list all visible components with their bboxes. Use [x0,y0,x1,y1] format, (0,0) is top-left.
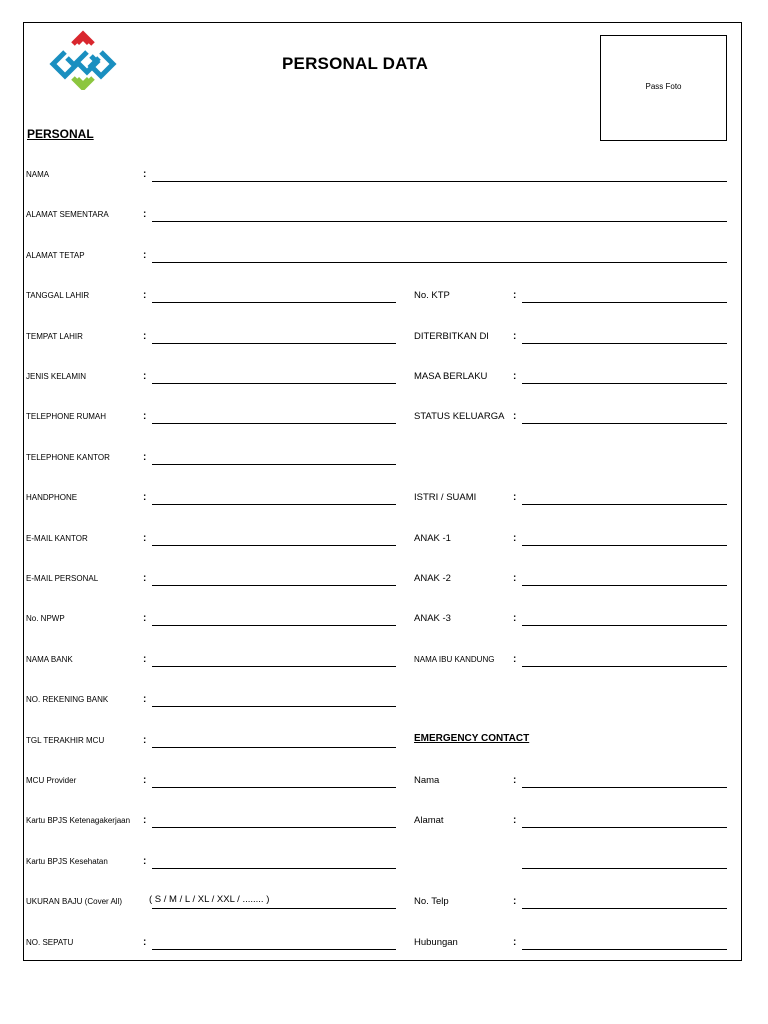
field-label: No. Telp [414,896,449,908]
field-input-line[interactable] [152,625,396,626]
field-label: DITERBITKAN DI [414,330,489,342]
field-colon: : [143,815,147,827]
field-label: JENIS KELAMIN [26,372,87,381]
field-label: TELEPHONE RUMAH [26,412,107,422]
field-input-line[interactable] [522,545,727,546]
field-value: ( S / M / L / XL / XXL / ........ ) [149,894,270,906]
field-label: ISTRI / SUAMI [414,492,477,504]
field-colon: : [143,734,147,746]
field-colon: : [143,855,147,867]
field-input-line[interactable] [152,423,396,424]
field-input-line[interactable] [522,585,727,586]
field-input-line[interactable] [522,666,727,667]
field-input-line[interactable] [152,343,396,344]
field-colon: : [513,411,517,423]
field-colon: : [513,896,517,908]
field-input-line[interactable] [152,908,396,909]
field-label: Kartu BPJS Kesehatan [26,856,108,866]
field-colon: : [143,209,147,221]
field-colon: : [513,613,517,625]
field-label: MASA BERLAKU [414,371,488,382]
field-label: TANGGAL LAHIR [26,291,90,301]
section-personal: PERSONAL [27,127,94,141]
field-label: NAMA IBU KANDUNG [414,654,495,664]
field-colon: : [143,613,147,625]
field-input-line[interactable] [152,302,396,303]
company-logo [47,28,119,90]
field-colon: : [143,371,147,382]
field-label: NAMA BANK [26,654,73,664]
field-colon: : [513,492,517,504]
field-input-line[interactable] [152,464,396,465]
field-label: NAMA [26,170,50,179]
field-input-line[interactable] [152,949,396,950]
field-colon: : [143,249,147,261]
field-colon: : [143,653,147,665]
field-label: No. KTP [414,290,450,302]
emergency-contact-title: EMERGENCY CONTACT [414,733,530,744]
field-label: TELEPHONE KANTOR [26,452,110,462]
field-colon: : [143,330,147,342]
field-input-line[interactable] [152,383,396,384]
field-input-line[interactable] [152,181,727,182]
field-input-line[interactable] [152,262,727,263]
field-label: Alamat [414,815,444,827]
photo-label: Pass Foto [645,82,682,91]
field-colon: : [513,815,517,827]
field-colon: : [513,573,517,584]
form-frame [23,22,742,961]
field-colon: : [513,532,517,544]
field-label: Nama [414,775,440,786]
field-label: Kartu BPJS Ketenagakerjaan [26,816,131,826]
field-input-line[interactable] [152,221,727,222]
field-input-line[interactable] [152,827,396,828]
field-label: NO. SEPATU [26,937,74,947]
field-label: Hubungan [414,936,458,948]
field-input-line[interactable] [522,827,727,828]
field-label: No. NPWP [26,614,65,624]
photo-box[interactable] [600,35,727,141]
field-input-line[interactable] [522,504,727,505]
field-label: UKURAN BAJU (Cover All) [26,897,123,907]
field-colon: : [513,775,517,786]
field-colon: : [143,936,147,948]
field-colon: : [513,653,517,665]
field-label: ALAMAT SEMENTARA [26,210,109,220]
field-input-line[interactable] [522,302,727,303]
form-title: PERSONAL DATA [282,54,429,73]
field-label: ALAMAT TETAP [26,250,85,260]
field-input-line[interactable] [152,787,396,788]
field-input-line[interactable] [522,423,727,424]
field-label: STATUS KELUARGA [414,411,505,423]
field-label: ANAK -2 [414,573,451,584]
field-colon: : [513,371,517,382]
field-colon: : [143,573,147,584]
field-input-line[interactable] [152,747,396,748]
field-input-line[interactable] [152,666,396,667]
field-colon: : [513,330,517,342]
field-label: HANDPHONE [26,493,78,503]
field-input-line[interactable] [522,383,727,384]
field-input-line[interactable] [522,868,727,869]
field-label: ANAK -3 [414,613,451,625]
field-input-line[interactable] [522,343,727,344]
field-colon: : [143,532,147,544]
field-colon: : [143,694,147,706]
field-label: ANAK -1 [414,532,451,544]
field-label: NO. REKENING BANK [26,695,109,705]
field-input-line[interactable] [522,787,727,788]
field-colon: : [143,411,147,423]
field-input-line[interactable] [152,706,396,707]
field-colon: : [143,290,147,302]
field-label: E-MAIL KANTOR [26,533,88,543]
field-input-line[interactable] [152,868,396,869]
field-label: TEMPAT LAHIR [26,331,83,341]
field-label: MCU Provider [26,776,77,785]
field-label: E-MAIL PERSONAL [26,574,99,583]
field-label: TGL TERAKHIR MCU [26,735,105,745]
field-colon: : [513,936,517,948]
field-colon: : [513,290,517,302]
field-colon: : [143,451,147,463]
field-input-line[interactable] [152,504,396,505]
field-input-line[interactable] [522,949,727,950]
field-input-line[interactable] [152,545,396,546]
field-colon: : [143,775,147,786]
field-colon: : [143,492,147,504]
field-input-line[interactable] [522,625,727,626]
field-colon: : [143,169,147,180]
field-input-line[interactable] [152,585,396,586]
field-input-line[interactable] [522,908,727,909]
